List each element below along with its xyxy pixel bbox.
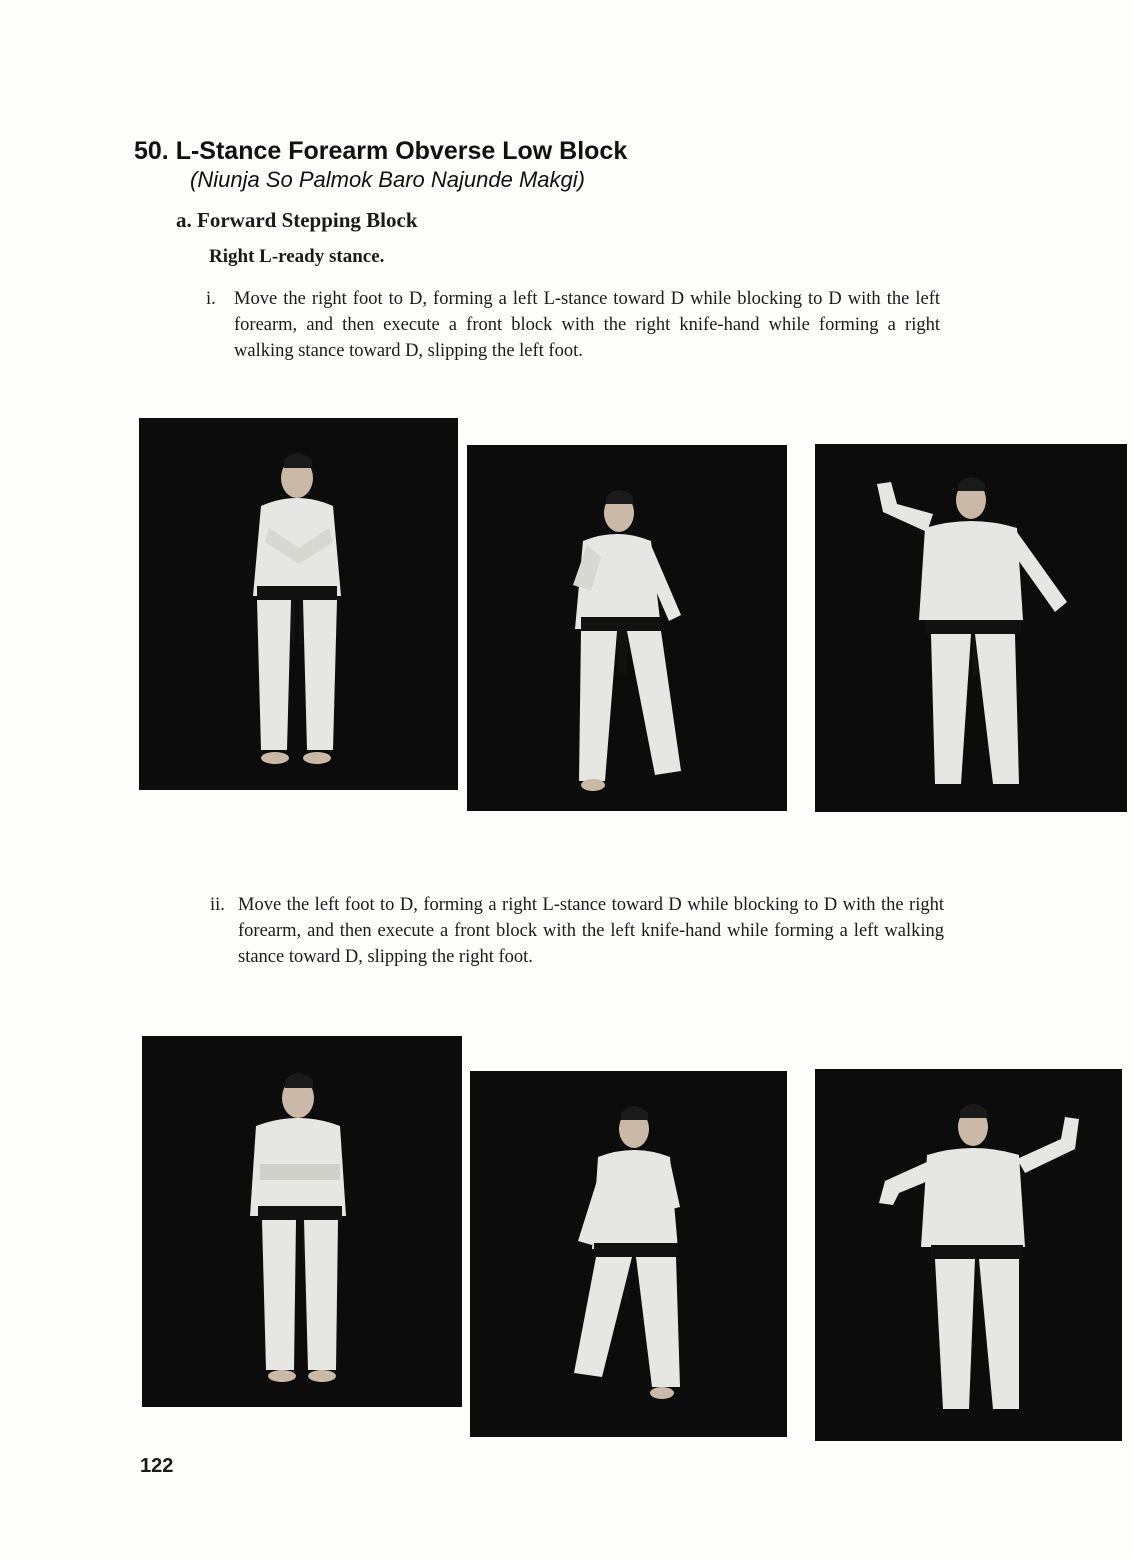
step-ii-text: Move the left foot to D, forming a right L-stance toward D while blocking to D with the right forearm, and then execute a front block with the left knife-hand while forming a left walking stance toward D, slipping the right foot. [238,895,944,967]
photo-step-i-ready [139,418,458,790]
step-i [206,286,940,364]
step-i-text: Move the right foot to D, forming a left L-stance toward D while blocking to D with the left forearm, and then execute a front block with the right knife-hand while forming a right walking stance toward D, slipping the left foot. [234,289,940,361]
step-i-number: i. [206,289,216,309]
photo-step-i-knife-hand [815,444,1127,812]
ready-stance-text: Right L-ready stance. [209,246,385,267]
page-subtitle: (Niunja So Palmok Baro Najunde Makgi) [190,167,585,192]
step-ii [210,892,944,970]
page-title: 50. L-Stance Forearm Obverse Low Block [134,137,628,165]
page-number: 122 [140,1455,174,1477]
photo-step-i-block [467,445,787,811]
photo-step-ii-block [470,1071,787,1437]
step-ii-number: ii. [210,895,225,915]
photo-step-ii-knife-hand [815,1069,1122,1441]
photo-step-ii-ready [142,1036,462,1407]
section-label: a. Forward Stepping Block [176,208,418,232]
